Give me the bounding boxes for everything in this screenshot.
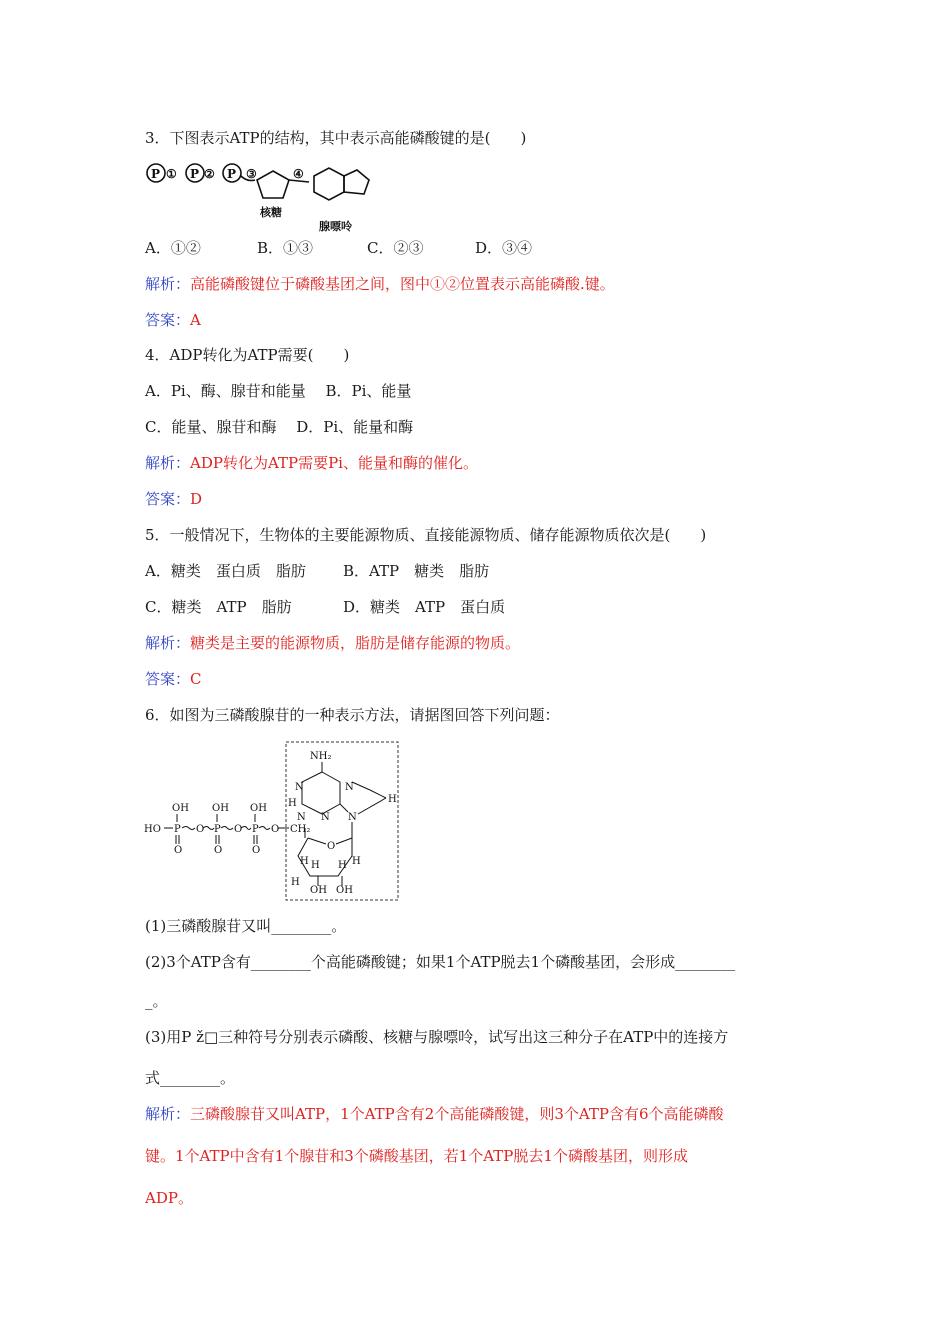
answer-label: 答案： bbox=[145, 311, 191, 329]
q3-options bbox=[145, 238, 532, 258]
analysis-text: 高能磷酸键位于磷酸基团之间，图中①②位置表示高能磷酸.键。 bbox=[190, 275, 615, 293]
bond-label-2: ② bbox=[204, 167, 215, 181]
q4-answer bbox=[145, 489, 202, 509]
ho-label: HO bbox=[144, 824, 161, 835]
analysis-label: 解析： bbox=[145, 634, 191, 652]
analysis-text-3: ADP。 bbox=[145, 1189, 193, 1207]
q6-sub1: (1)三磷酸腺苷又叫________。 bbox=[145, 917, 347, 935]
q4-analysis bbox=[145, 453, 478, 473]
h-atom-7: H bbox=[291, 877, 300, 888]
q4-stem: 4．ADP转化为ATP需要( ) bbox=[145, 346, 350, 364]
ribose-label: 核糖 bbox=[260, 206, 282, 219]
q6-sub3: (3)用P ž□三种符号分别表示磷酸、核糖与腺嘌呤，试写出这三种分子在ATP中的连接方 bbox=[145, 1028, 729, 1046]
n-atom-3: N bbox=[297, 812, 306, 823]
q3-stem: 3．下图表示ATP的结构，其中表示高能磷酸键的是( ) bbox=[145, 129, 527, 147]
q4-options-ab: A．Pi、酶、腺苷和能量 B．Pi、能量 bbox=[145, 382, 412, 400]
q5-option-d: D．糖类 ATP 蛋白质 bbox=[343, 598, 506, 616]
q3-option-d: D．③④ bbox=[475, 239, 533, 257]
bond-label-1: ① bbox=[166, 167, 177, 181]
answer-value: C bbox=[190, 670, 202, 688]
oh-label-2: OH bbox=[212, 803, 229, 814]
analysis-label: 解析： bbox=[145, 275, 191, 293]
q5-option-a: A．糖类 蛋白质 脂肪 bbox=[145, 562, 306, 580]
p-label-3: P bbox=[227, 167, 237, 181]
q3-option-a: A．①② bbox=[145, 239, 201, 257]
analysis-text-1: 三磷酸腺苷又叫ATP，1个ATP含有2个高能磷酸键，则3个ATP含有6个高能磷酸 bbox=[190, 1105, 724, 1123]
analysis-text-2: 键。1个ATP中含有1个腺苷和3个磷酸基团，若1个ATP脱去1个磷酸基团，则形成 bbox=[145, 1147, 688, 1165]
oh-ribose-1: OH bbox=[310, 885, 327, 896]
o-double-2: O bbox=[214, 845, 223, 856]
q6-sub2-cont: _。 bbox=[145, 992, 168, 1010]
h-atom-6: H bbox=[338, 860, 347, 871]
o-bridge-2: O bbox=[234, 824, 243, 835]
q5-analysis bbox=[145, 633, 520, 653]
answer-label: 答案： bbox=[145, 670, 191, 688]
o-double-3: O bbox=[252, 845, 261, 856]
q6-stem: 6．如图为三磷酸腺苷的一种表示方法，请据图回答下列问题： bbox=[145, 706, 560, 724]
h-atom-4: H bbox=[352, 856, 361, 867]
q3-analysis bbox=[145, 274, 615, 294]
ribose-pentagon bbox=[257, 171, 289, 198]
q4-options-cd: C．能量、腺苷和酶 D．Pi、能量和酶 bbox=[145, 418, 414, 436]
q3-option-b: B．①③ bbox=[257, 239, 314, 257]
oh-label-3: OH bbox=[250, 803, 267, 814]
p-atom-3: P bbox=[252, 824, 259, 835]
oh-label-1: OH bbox=[172, 803, 189, 814]
p-label-2: P bbox=[190, 167, 200, 181]
q6-analysis bbox=[145, 1104, 724, 1124]
analysis-text: 糖类是主要的能源物质，脂肪是储存能源的物质。 bbox=[190, 634, 521, 652]
p-label-1: P bbox=[151, 167, 161, 181]
oh-ribose-2: OH bbox=[336, 885, 353, 896]
o-ring: O bbox=[327, 841, 336, 852]
answer-value: A bbox=[190, 311, 201, 329]
h-atom-5: H bbox=[311, 860, 320, 871]
q5-options-cd bbox=[145, 597, 505, 617]
nh2-label: NH₂ bbox=[310, 751, 332, 762]
q3-answer bbox=[145, 310, 201, 330]
n-atom-4: N bbox=[321, 812, 330, 823]
analysis-text: ADP转化为ATP需要Pi、能量和酶的催化。 bbox=[190, 454, 478, 472]
q5-options-ab bbox=[145, 561, 489, 581]
adenine-ring-1 bbox=[314, 168, 344, 200]
n-atom-2: N bbox=[345, 782, 354, 793]
atp-structure-diagram bbox=[143, 158, 383, 238]
n-atom-5: N bbox=[348, 812, 357, 823]
o-bridge-3: O bbox=[271, 824, 280, 835]
bond-label-3: ③ bbox=[246, 167, 257, 181]
q5-option-b: B．ATP 糖类 脂肪 bbox=[343, 562, 490, 580]
q5-answer bbox=[145, 669, 202, 689]
q3-option-c: C．②③ bbox=[367, 239, 424, 257]
answer-value: D bbox=[190, 490, 203, 508]
p-atom-2: P bbox=[214, 824, 221, 835]
analysis-label: 解析： bbox=[145, 1105, 191, 1123]
q5-option-c: C．糖类 ATP 脂肪 bbox=[145, 598, 292, 616]
answer-label: 答案： bbox=[145, 490, 191, 508]
o-double-1: O bbox=[174, 845, 183, 856]
h-atom-3: H bbox=[300, 856, 309, 867]
q6-sub2: (2)3个ATP含有________个高能磷酸键；如果1个ATP脱去1个磷酸基团，会形成________ bbox=[145, 953, 736, 971]
bond-label-4: ④ bbox=[293, 167, 304, 181]
q5-stem: 5．一般情况下，生物体的主要能源物质、直接能源物质、储存能源物质依次是( ) bbox=[145, 526, 707, 544]
atp-structural-formula bbox=[140, 738, 405, 904]
adenine-label: 腺嘌呤 bbox=[319, 220, 352, 233]
n-atom-1: N bbox=[295, 782, 304, 793]
ch2-label: CH₂ bbox=[290, 824, 311, 835]
q6-sub3-cont: 式________。 bbox=[145, 1069, 236, 1087]
o-bridge-1: O bbox=[196, 824, 205, 835]
h-atom-2: H bbox=[288, 798, 297, 809]
p-atom-1: P bbox=[174, 824, 181, 835]
h-atom-1: H bbox=[388, 794, 397, 805]
adenine-ring-2 bbox=[344, 170, 369, 194]
analysis-label: 解析： bbox=[145, 454, 191, 472]
